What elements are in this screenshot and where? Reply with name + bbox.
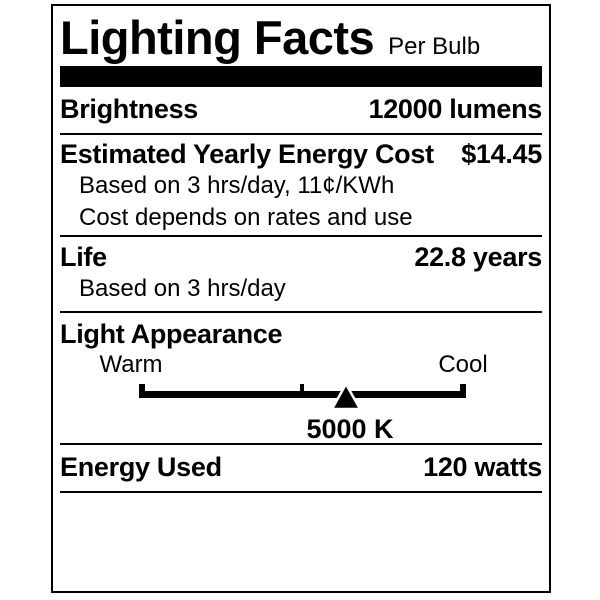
cool-label: Cool — [438, 351, 488, 378]
energy-cost-label: Estimated Yearly Energy Cost — [60, 139, 434, 169]
life-value: 22.8 years — [414, 242, 542, 272]
scale-right-endcap — [460, 384, 466, 398]
header-separator-bar — [60, 66, 542, 87]
brightness-value: 12000 lumens — [368, 94, 542, 124]
energy-cost-section — [60, 135, 542, 235]
life-row — [60, 243, 542, 271]
label-title: Lighting Facts — [60, 11, 375, 64]
scale-center-tick — [300, 384, 304, 392]
warm-label: Warm — [99, 351, 163, 378]
per-bulb-tag: Per Bulb — [388, 33, 481, 60]
energy-cost-note-basis: Based on 3 hrs/day, 11¢/KWh — [79, 172, 395, 199]
empty-footer-area — [60, 493, 542, 585]
light-appearance-heading: Light Appearance — [60, 319, 283, 349]
warm-cool-scale — [60, 348, 540, 443]
brightness-row — [60, 87, 542, 133]
brightness-label: Brightness — [60, 94, 199, 124]
life-note-basis: Based on 3 hrs/day — [79, 275, 286, 302]
energy-used-value: 120 watts — [423, 452, 542, 482]
life-section — [60, 237, 542, 311]
energy-used-label: Energy Used — [60, 452, 222, 482]
energy-used-row — [60, 445, 542, 491]
label-header — [60, 12, 542, 64]
energy-cost-note-disclaimer: Cost depends on rates and use — [79, 204, 413, 231]
energy-cost-row — [60, 140, 542, 168]
scale-left-endcap — [139, 384, 145, 398]
kelvin-value: 5000 K — [306, 414, 394, 443]
lighting-facts-label — [51, 4, 551, 593]
scale-bar — [139, 391, 466, 398]
light-appearance-section — [60, 313, 542, 443]
life-label: Life — [60, 242, 107, 272]
energy-cost-value: $14.45 — [461, 139, 542, 169]
